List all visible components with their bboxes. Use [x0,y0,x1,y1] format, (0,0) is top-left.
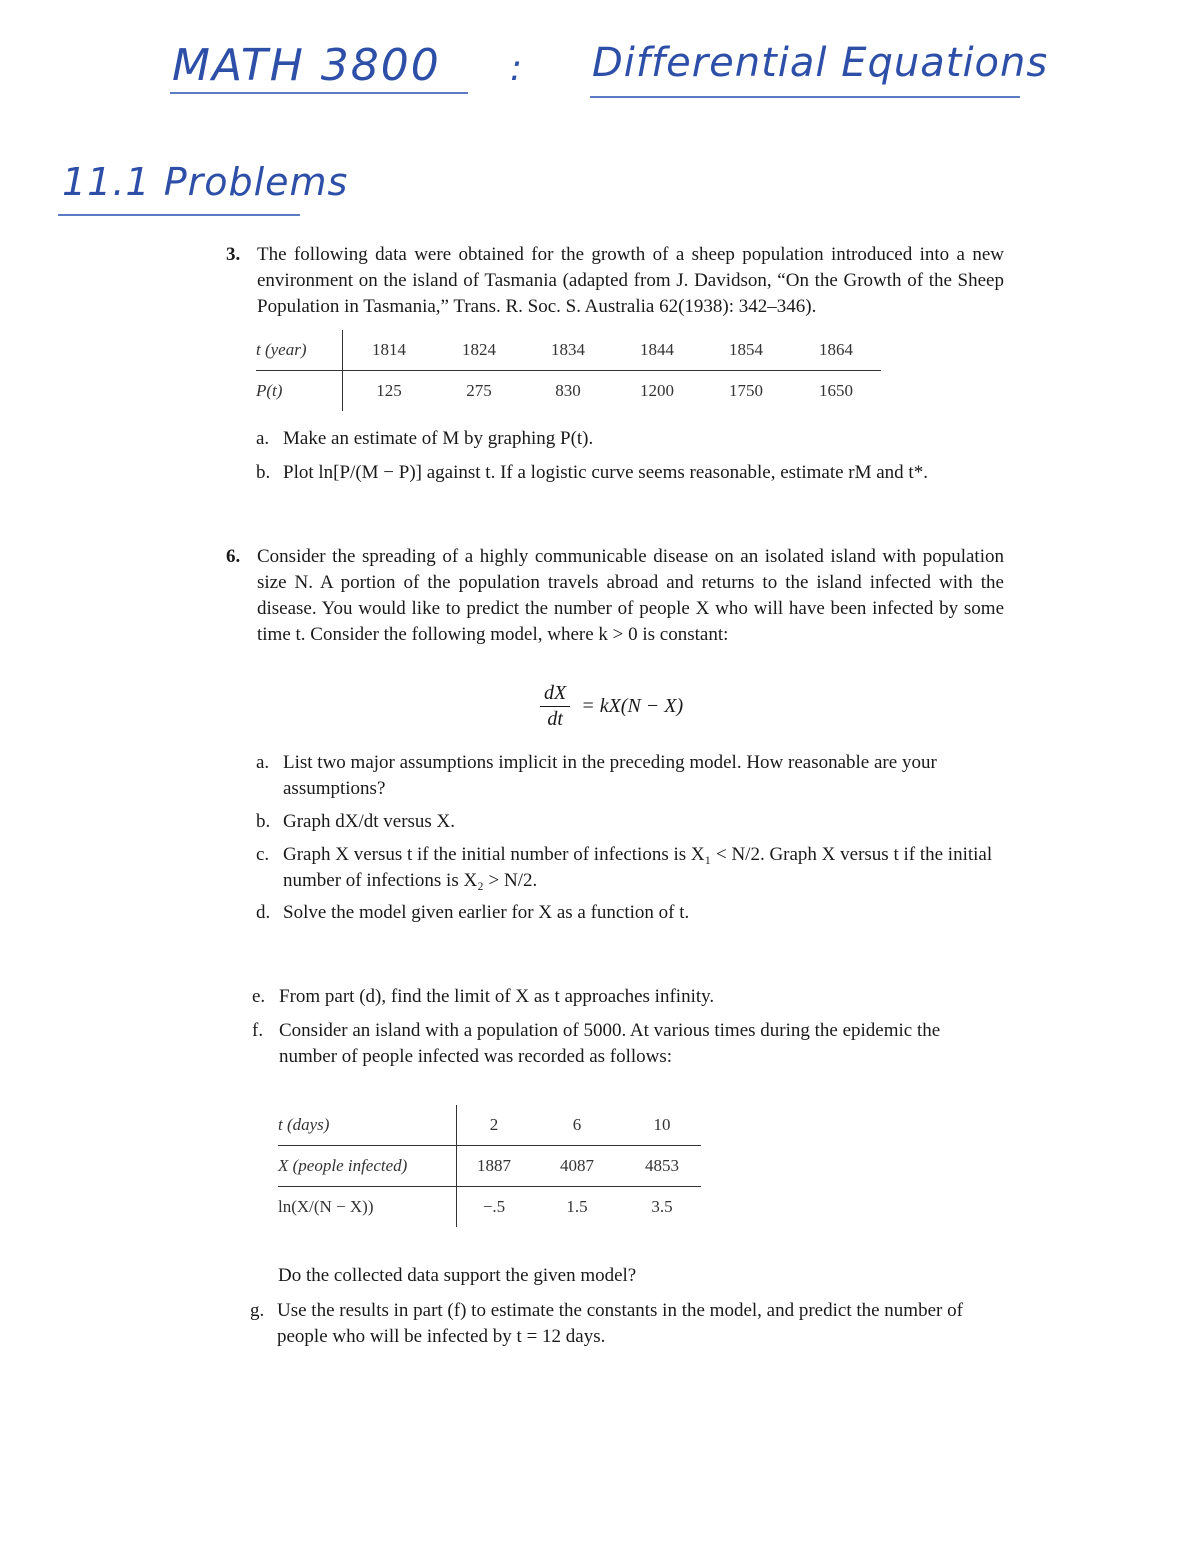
table-cell: 2 [457,1105,532,1146]
table-cell: 6 [531,1105,623,1146]
fraction-denominator: dt [547,708,563,730]
data-support-question: Do the collected data support the given model? [278,1265,637,1286]
problem-6-number: 6. [226,546,241,567]
equation-rhs: = kX(N − X) [581,695,684,717]
table-row [256,330,881,371]
table-cell: 4853 [623,1146,701,1187]
part-label: b. [256,462,271,483]
table-cell: 1814 [343,330,436,371]
part-text: Graph dX/dt versus X. [283,811,456,832]
part-text: Make an estimate of M by graphing P(t). [283,428,594,449]
title-separator: : [510,48,525,89]
sheep-population-table [256,330,881,411]
table-cell: 1.5 [566,1197,588,1216]
table-cell: 830 [555,381,581,400]
problem-6 [226,544,1004,648]
derivative-fraction [540,682,570,731]
course-subject-underline [590,96,1020,98]
table-cell: 4087 [531,1146,623,1187]
table-cell: 1834 [523,330,613,371]
problem-3 [226,242,1004,320]
part-text: Consider an island with a population of 5000. At various times during the epidemic the number of people infected was recorded as follows: [279,1020,941,1067]
table-cell: 3.5 [651,1197,673,1216]
course-title-underline [170,92,468,94]
problem-6-part-g [250,1298,1000,1350]
part-text: Solve the model given earlier for X as a function of t. [283,902,690,923]
problem-6-part-c [256,842,1006,894]
table-row [256,371,881,412]
table-cell: 1887 [457,1146,532,1187]
part-label: c. [256,844,270,865]
problem-3-number: 3. [226,244,241,265]
fraction-numerator: dX [540,682,570,707]
problem-6-part-b [256,809,1006,835]
part-text: Graph X versus t if the initial number of infections is X₁ < N/2. Graph X versus t if the initial number of infections is X₂ > N/2. [283,844,993,891]
course-title: MATH 3800 [172,40,441,91]
table-cell: 1200 [640,381,674,400]
section-title-underline [58,214,300,216]
problem-6-part-a [256,750,1006,802]
part-text: Use the results in part (f) to estimate the constants in the model, and predict the number of people who will be infected by t = 12 days. [277,1300,963,1347]
course-subject: Differential Equations [592,40,1049,86]
table-cell: 10 [623,1105,701,1146]
table-row [278,1187,701,1228]
table-row-header: ln(X/(N − X)) [278,1187,457,1228]
model-equation [540,682,683,731]
table-cell: 1650 [819,381,853,400]
table-row-header: P(t) [256,371,343,412]
table-cell: 1844 [613,330,701,371]
problem-3-part-b [256,460,1006,486]
part-label: g. [250,1300,265,1321]
table-row [278,1146,701,1187]
table-row-header: t (year) [256,330,343,371]
table-cell: 1824 [435,330,523,371]
part-text: List two major assumptions implicit in the preceding model. How reasonable are your assumptions? [283,752,937,799]
table-cell: 125 [376,381,402,400]
part-label: e. [252,986,266,1007]
table-cell: 275 [466,381,492,400]
table-cell: 1854 [701,330,791,371]
section-title: 11.1 Problems [62,160,349,204]
table-row-header: t (days) [278,1105,457,1146]
problem-6-text: Consider the spreading of a highly communicable disease on an isolated island with population size N. A portion of the population travels abroad and returns to the island infected with the disease. You would like to predict the number of people X who will have been infected by some time t. Consider the following model, where k > 0 is constant: [257,546,1004,645]
table-cell: 1750 [729,381,763,400]
table-row [278,1105,701,1146]
part-label: b. [256,811,271,832]
table-row-header: X (people infected) [278,1146,457,1187]
infection-table [278,1105,701,1227]
problem-6-part-e [252,984,1002,1010]
table-cell: −.5 [482,1197,506,1216]
part-label: a. [256,752,270,773]
problem-3-text: The following data were obtained for the growth of a sheep population introduced into a new environment on the island of Tasmania (adapted from J. Davidson, “On the Growth of the Sheep Population in Tasmania,” Trans. R. Soc. S. Australia 62(1938): 342–346). [257,244,1004,317]
problem-3-part-a [256,426,1006,452]
table-cell: 1864 [791,330,881,371]
part-label: f. [252,1020,264,1041]
part-text: Plot ln[P/(M − P)] against t. If a logistic curve seems reasonable, estimate rM and t*. [283,462,928,483]
problem-6-part-f [252,1018,1002,1070]
problem-6-part-d [256,900,1006,926]
part-text: From part (d), find the limit of X as t approaches infinity. [279,986,715,1007]
part-label: d. [256,902,271,923]
part-label: a. [256,428,270,449]
